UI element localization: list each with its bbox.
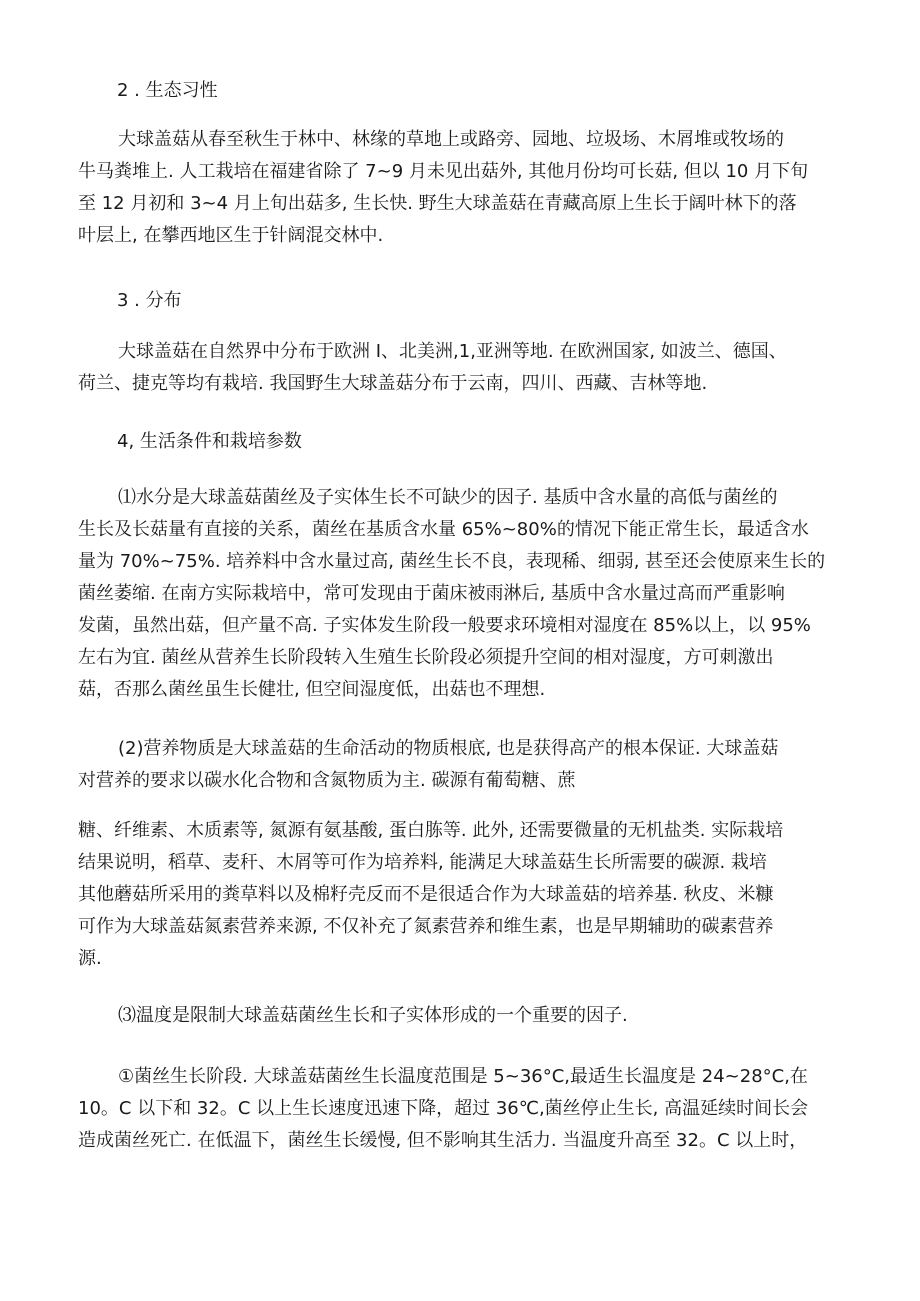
text-line: 至 12 月初和 3~4 月上旬出菇多, 生长快. 野生大球盖菇在青藏高原上生长于阔叶林下的落 — [78, 193, 797, 214]
heading-ecology: 2 . 生态习性 — [117, 80, 218, 101]
text-line: 对营养的要求以碳水化合物和含氮物质为主. 碳源有葡萄糖、蔗 — [78, 770, 576, 791]
text-line: 造成菌丝死亡. 在低温下，菌丝生长缓慢, 但不影响其生活力. 当温度升高至 32。C 以上时， — [78, 1130, 808, 1151]
text-line: 菌丝萎缩. 在南方实际栽培中，常可发现由于菌床被雨淋后, 基质中含水量过高而严重影响 — [78, 583, 785, 604]
text-line: 发菌，虽然出菇，但产量不高. 子实体发生阶段一般要求环境相对湿度在 85%以上，以 95% — [78, 615, 811, 636]
text-line: 牛马粪堆上. 人工栽培在福建省除了 7~9 月未见出菇外, 其他月份均可长菇, 但以 10 月下旬 — [78, 161, 809, 182]
text-line: 10。C 以下和 32。C 以上生长速度迅速下降，超过 36℃,菌丝停止生长, 高温延续时间长会 — [78, 1098, 809, 1119]
text-line: 源. — [78, 948, 102, 969]
text-line: ①菌丝生长阶段. 大球盖菇菌丝生长温度范围是 5~36°C,最适生长温度是 24~28°C,在 — [118, 1066, 808, 1087]
text-line: 糖、纤维素、木质素等, 氮源有氨基酸, 蛋白胨等. 此外, 还需要微量的无机盐类. 实际栽培 — [78, 820, 784, 841]
text-line: 可作为大球盖菇氮素营养来源, 不仅补充了氮素营养和维生素，也是早期辅助的碳素营养 — [78, 916, 774, 937]
text-line: 生长及长菇量有直接的关系，菌丝在基质含水量 65%~80%的情况下能正常生长，最适含水 — [78, 519, 809, 540]
text-line: 荷兰、捷克等均有栽培. 我国野生大球盖菇分布于云南，四川、西藏、吉林等地. — [78, 373, 708, 394]
paragraph-distribution — [78, 336, 860, 400]
heading-conditions: 4, 生活条件和栽培参数 — [117, 431, 302, 452]
paragraph-water — [78, 482, 860, 706]
text-line: ⑴水分是大球盖菇菌丝及子实体生长不可缺少的因子. 基质中含水量的高低与菌丝的 — [118, 487, 778, 508]
text-line: 结果说明，稻草、麦秆、木屑等可作为培养料, 能满足大球盖菇生长所需要的碳源. 栽培 — [78, 852, 767, 873]
text-line: 量为 70%~75%. 培养料中含水量过高, 菌丝生长不良，表现稀、细弱, 甚至还会使原来生长的 — [78, 551, 826, 572]
text-line: (2)营养物质是大球盖菇的生命活动的物质根底, 也是获得高产的根本保证. 大球盖菇 — [118, 738, 779, 759]
text-line: 左右为宜. 菌丝从营养生长阶段转入生殖生长阶段必须提升空间的相对湿度，方可刺激出 — [78, 647, 774, 668]
paragraph-ecology — [78, 124, 860, 252]
paragraph-nutrition — [78, 733, 860, 797]
text-line: 叶层上, 在攀西地区生于针阔混交林中. — [78, 225, 384, 246]
paragraph-temperature — [78, 1000, 860, 1032]
text-line: ⑶温度是限制大球盖菇菌丝生长和子实体形成的一个重要的因子. — [118, 1005, 628, 1026]
paragraph-nutrition-continued — [78, 815, 860, 975]
text-line: 大球盖菇在自然界中分布于欧洲 I、北美洲,1,亚洲等地. 在欧洲国家, 如波兰、德国、 — [118, 341, 787, 362]
text-line: 菇，否那么菌丝虽生长健壮, 但空间湿度低，出菇也不理想. — [78, 679, 546, 700]
heading-distribution: 3 . 分布 — [117, 290, 182, 311]
text-line: 大球盖菇从春至秋生于林中、林缘的草地上或路旁、园地、垃圾场、木屑堆或牧场的 — [118, 129, 784, 150]
text-line: 其他蘑菇所采用的粪草料以及棉籽壳反而不是很适合作为大球盖菇的培养基. 秋皮、米糠 — [78, 884, 774, 905]
paragraph-mycelium-stage — [78, 1061, 860, 1157]
